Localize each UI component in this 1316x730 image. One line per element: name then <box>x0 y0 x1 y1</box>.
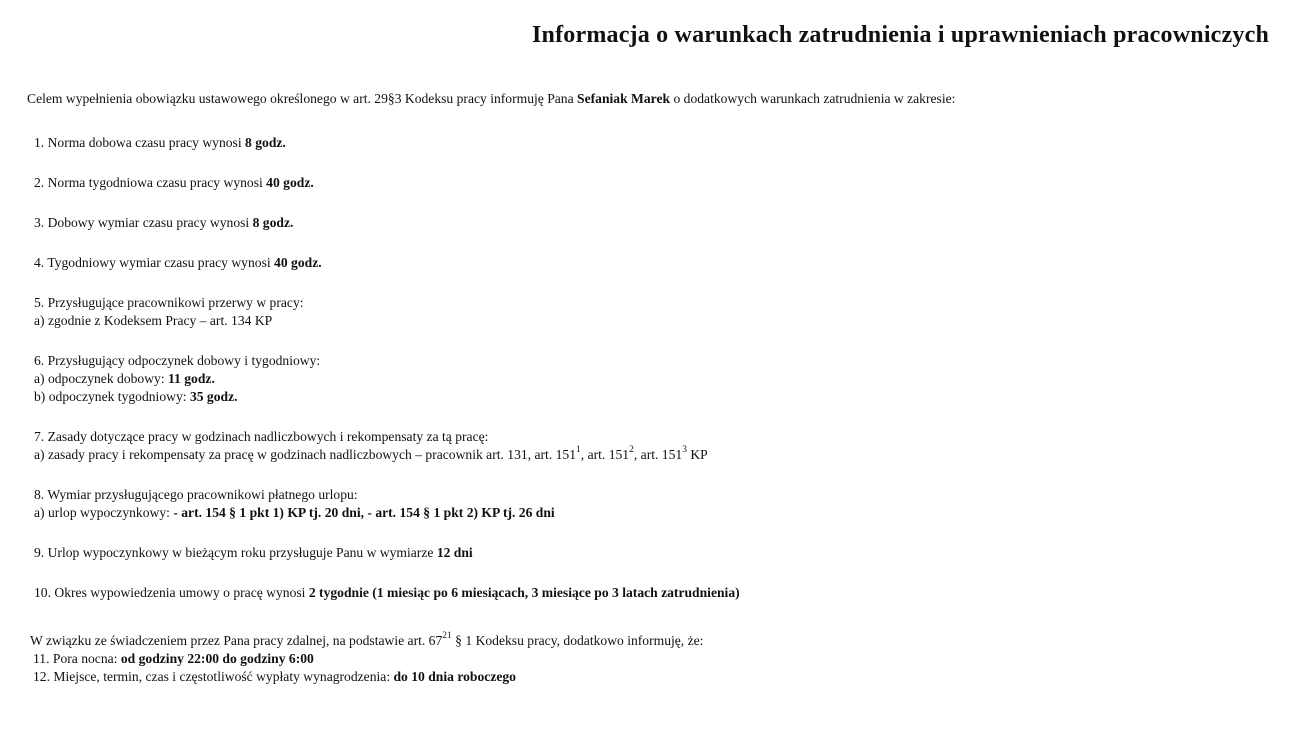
item-8-a-text: a) urlop wypoczynkowy: <box>34 505 174 520</box>
item-4-text: 4. Tygodniowy wymiar czasu pracy wynosi <box>34 255 275 270</box>
item-2-value: 40 godz. <box>266 175 314 190</box>
item-7-sup-1: 1 <box>576 445 581 456</box>
item-12-text: 12. Miejsce, termin, czas i częstotliwość wypłaty wynagrodzenia: <box>33 669 394 684</box>
intro-text-pre: Celem wypełnienia obowiązku ustawowego określonego w art. 29§3 Kodeksu pracy informuję Pana <box>27 91 578 106</box>
intro-text-post: o dodatkowych warunkach zatrudnienia w zakresie: <box>670 91 956 106</box>
document-title: Informacja o warunkach zatrudnienia i uprawnieniach pracowniczych <box>531 22 1269 48</box>
item-7 <box>34 428 1294 464</box>
item-12-value: do 10 dnia roboczego <box>393 669 516 684</box>
item-2 <box>34 174 1294 192</box>
item-9-text: 9. Urlop wypoczynkowy w bieżącym roku przysługuje Panu w wymiarze <box>34 545 437 560</box>
item-10-text: 10. Okres wypowiedzenia umowy o pracę wynosi <box>34 585 309 600</box>
item-6-heading: 6. Przysługujący odpoczynek dobowy i tygodniowy: <box>34 353 321 368</box>
item-7-end: KP <box>686 447 708 462</box>
item-5 <box>34 294 1294 330</box>
remote-intro-post: § 1 Kodeksu pracy, dodatkowo informuję, że: <box>451 633 704 648</box>
item-4-value: 40 godz. <box>274 255 322 270</box>
item-8 <box>34 486 1294 522</box>
item-6-a-value: 11 godz. <box>168 371 215 386</box>
item-6-b-value: 35 godz. <box>189 389 238 404</box>
item-5-a: a) zgodnie z Kodeksem Pracy – art. 134 KP <box>34 313 273 328</box>
employee-name: Sefaniak Marek <box>577 91 671 106</box>
remote-work-intro <box>30 632 703 650</box>
item-11-text: 11. Pora nocna: <box>33 651 121 666</box>
item-1 <box>34 134 1294 152</box>
item-6 <box>34 352 1294 406</box>
item-7-a-pre: a) zasady pracy i rekompensaty za pracę w godzinach nadliczbowych – pracownik art. 131, art. 151 <box>34 447 577 462</box>
remote-work-section <box>30 632 703 686</box>
item-6-a-text: a) odpoczynek dobowy: <box>34 371 169 386</box>
item-1-text: 1. Norma dobowa czasu pracy wynosi <box>34 135 246 150</box>
item-12 <box>30 668 703 686</box>
item-7-sup-2: 2 <box>629 445 634 456</box>
item-7-heading: 7. Zasady dotyczące pracy w godzinach nadliczbowych i rekompensaty za tą pracę: <box>34 429 489 444</box>
item-9 <box>34 544 1294 562</box>
item-7-sup-3: 3 <box>682 445 687 456</box>
item-10-value: 2 tygodnie (1 miesiąc po 6 miesiącach, 3 miesiące po 3 latach zatrudnienia) <box>308 585 740 600</box>
item-7-mid-1: , art. 151 <box>580 447 630 462</box>
item-8-heading: 8. Wymiar przysługującego pracownikowi płatnego urlopu: <box>34 487 358 502</box>
remote-intro-sup: 21 <box>442 631 452 642</box>
item-2-text: 2. Norma tygodniowa czasu pracy wynosi <box>34 175 267 190</box>
item-6-b-text: b) odpoczynek tygodniowy: <box>34 389 190 404</box>
item-3 <box>34 214 1294 232</box>
remote-intro-pre: W związku ze świadczeniem przez Pana pracy zdalnej, na podstawie art. 67 <box>30 633 443 648</box>
item-11 <box>30 650 703 668</box>
item-7-a <box>34 446 1294 464</box>
intro-paragraph <box>27 91 955 107</box>
item-4 <box>34 254 1294 272</box>
item-3-text: 3. Dobowy wymiar czasu pracy wynosi <box>34 215 253 230</box>
item-8-a-value: - art. 154 § 1 pkt 1) KP tj. 20 dni, - art. 154 § 1 pkt 2) KP tj. 26 dni <box>173 505 555 520</box>
item-1-value: 8 godz. <box>245 135 286 150</box>
item-7-mid-2: , art. 151 <box>633 447 683 462</box>
item-10 <box>34 584 1294 602</box>
conditions-list <box>34 134 1294 624</box>
item-5-heading: 5. Przysługujące pracownikowi przerwy w pracy: <box>34 295 304 310</box>
item-9-value: 12 dni <box>436 545 473 560</box>
item-11-value: od godziny 22:00 do godziny 6:00 <box>120 651 314 666</box>
item-3-value: 8 godz. <box>252 215 294 230</box>
